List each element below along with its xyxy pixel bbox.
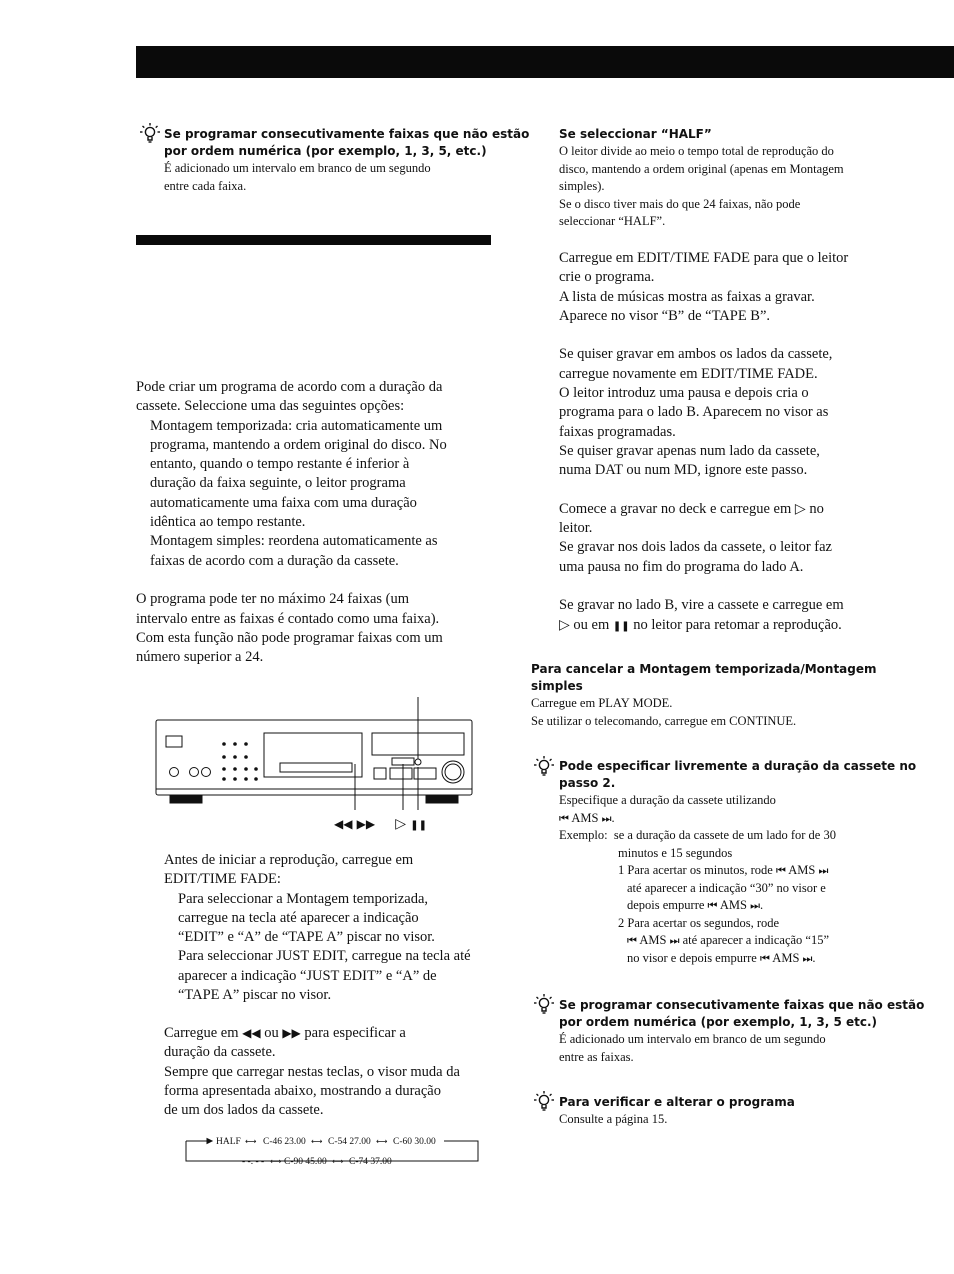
tip-tape-length [559,758,917,967]
half-line: Se o disco tiver mais do que 24 faixas, não pode [559,196,801,211]
cycle-item: C-60 30.00 [393,1137,436,1147]
example-label: Exemplo: [559,828,608,842]
step-line: A lista de músicas mostra as faixas a gravar. [559,288,815,305]
option-line: idêntica ao tempo restante. [150,514,306,531]
example-line: minutos e 15 segundos [618,845,733,860]
cycle-item: C-74 37.00 [349,1157,392,1167]
tip-title-line: Se programar consecutivamente faixas que não estão [164,127,530,141]
step-line: leitor. [559,520,593,537]
tip-body-line: É adicionado um intervalo em branco de um segundo [164,161,431,175]
svg-text:⟷: ⟷ [332,1157,344,1166]
step-line: Carregue em ◀◀ ou ▶▶ para especificar a [164,1025,406,1041]
prev-track-icon: ⏮ [627,934,637,947]
device-button-labels [334,816,427,832]
tip-lightbulb-icon [533,755,555,777]
option-line: duração da faixa seguinte, o leitor programa [150,475,406,492]
example-line: 1 Para acertar os minutos, rode ⏮ AMS ⏭ [618,863,829,877]
max-tracks-line: número superior a 24. [136,649,264,666]
half-line: seleccionar “HALF”. [559,214,666,228]
svg-text:⟷: ⟷ [311,1137,323,1146]
cancel-note [531,661,891,730]
pause-icon: ❚❚ [612,620,630,632]
step-line: Antes de iniciar a reprodução, carregue em [164,852,414,868]
next-track-icon: ⏭ [750,899,760,912]
half-note [559,126,899,231]
example-line: no visor e depois empurre ⏮ AMS ⏭. [627,950,816,965]
cancel-line: Carregue em PLAY MODE. [531,696,673,710]
step-line: Aparece no visor “B” de “TAPE B”. [559,307,771,324]
cycle-item: - -. - - [242,1157,265,1167]
half-title: Se seleccionar “HALF” [559,127,712,141]
step-line: de um dos lados da cassete. [164,1102,324,1119]
max-tracks-line: Com esta função não pode programar faixas com um [136,629,443,646]
tip-check-program [559,1094,899,1129]
tip-title-line: por ordem numérica (por exemplo, 1, 3, 5 etc.) [559,1015,877,1029]
intro-text [136,378,496,667]
tape-length-cycle-diagram [182,1133,482,1167]
half-line: simples). [559,179,605,193]
prev-track-icon: ⏮ [707,899,718,912]
prev-track-icon: ⏮ [759,951,770,965]
tip-title-line: por ordem numérica (por exemplo, 1, 3, 5, etc.) [164,144,487,158]
tip-body-line: É adicionado um intervalo em branco de um segundo [559,1032,826,1046]
step-line: numa DAT ou num MD, ignore este passo. [559,462,808,479]
example-line: até aparecer a indicação “30” no visor e [627,880,826,895]
step-sub-line: “TAPE A” piscar no visor. [178,987,332,1004]
step-line: faixas programadas. [559,423,676,440]
option-line: automaticamente uma faixa com uma duração [150,494,417,511]
example-line: Exemplo: se a duração da cassete de um lado for de 30 [559,828,836,842]
step-line: programa para o lado B. Aparecem no visor as [559,404,829,421]
next-track-icon: ⏭ [601,811,612,825]
tip-title-line: Se programar consecutivamente faixas que não estão [559,998,925,1012]
option-line: Montagem simples: reordena automaticamente as [150,533,438,550]
cycle-item: HALF [216,1137,241,1147]
tip-body-line: Consulte a página 15. [559,1112,668,1126]
step-line: EDIT/TIME FADE: [164,871,281,888]
intro-line: cassete. Seleccione uma das seguintes opções: [136,398,405,415]
step-1 [164,851,499,1005]
step-2 [164,1024,499,1120]
max-tracks-line: O programa pode ter no máximo 24 faixas (um [136,591,410,608]
cycle-item: C-90 45.00 [284,1157,327,1167]
example-line: 2 Para acertar os segundos, rode [618,915,780,930]
ff-icon: ▶▶ [282,1026,301,1040]
example-line: ⏮ AMS ⏭ até aparecer a indicação “15” [627,933,830,947]
step-line: ▷ ou em ❚❚ no leitor para retomar a reprodução. [559,616,842,633]
step-sub-line: Para seleccionar JUST EDIT, carregue na tecla até [178,948,471,965]
tip-lightbulb-icon [533,1090,555,1112]
option-line: entanto, quando o tempo restante é inferior à [150,456,410,473]
step-sub-line: aparecer a indicação “JUST EDIT” e “A” de [178,967,437,984]
step-line: crie o programa. [559,269,655,286]
cancel-line: Se utilizar o telecomando, carregue em CONTINUE. [531,713,797,728]
step-line: duração da cassete. [164,1044,276,1061]
svg-text:⟷: ⟷ [245,1137,257,1146]
tip-title-line: passo 2. [559,776,616,790]
play-label: ▷ [395,816,407,832]
tip-consecutive-tracks-2 [559,997,925,1066]
half-line: O leitor divide ao meio o tempo total de reprodução do [559,144,834,158]
option-line: programa, mantendo a ordem original do disco. No [150,436,447,453]
header-bar [136,46,954,78]
prev-track-icon: ⏮ [559,811,569,825]
cd-player-illustration [150,695,480,810]
tip-body-line: entre cada faixa. [164,178,247,193]
step-sub-line: “EDIT” e “A” de “TAPE A” piscar no visor. [178,929,435,946]
example-line: depois empurre ⏮ AMS ⏭. [627,898,764,912]
tip-title-line: Para verificar e alterar o programa [559,1095,795,1109]
step-line: O leitor introduz uma pausa e depois cria o [559,385,809,402]
next-track-icon: ⏭ [802,951,813,965]
intro-line: Pode criar um programa de acordo com a duração da [136,379,443,395]
step-line: Sempre que carregar nestas teclas, o visor muda da [164,1063,460,1080]
rew-ff-label: ◀◀ ▶▶ [334,817,376,831]
step-line: Carregue em EDIT/TIME FADE para que o leitor [559,250,849,266]
tip-lightbulb-icon [533,993,555,1015]
step-sub-line: carregue na tecla até aparecer a indicação [178,909,419,926]
svg-text:⟷: ⟷ [376,1137,388,1146]
option-line: faixas de acordo com a duração da cassete. [150,552,399,569]
next-track-icon: ⏭ [669,934,680,947]
tip-body-line: entre as faixas. [559,1049,634,1064]
play-icon: ▷ [794,500,806,517]
cancel-title: simples [531,679,583,693]
step-line: Comece a gravar no deck e carregue em ▷ no [559,500,824,517]
pause-label: ❚❚ [410,820,428,831]
step-line: carregue novamente em EDIT/TIME FADE. [559,365,818,382]
option-line: Montagem temporizada: cria automaticamente um [150,417,443,434]
tip-title-line: Pode especificar livremente a duração da cassete no [559,759,917,773]
rew-icon: ◀◀ [242,1026,261,1040]
step-line: Se gravar nos dois lados da cassete, o leitor faz [559,539,832,556]
half-line: disco, mantendo a ordem original (apenas em Montagem [559,161,844,176]
section-heading-bar [136,235,491,245]
tip-body-line: Especifique a duração da cassete utilizando [559,793,776,807]
step-line: forma apresentada abaixo, mostrando a duração [164,1082,441,1099]
step-line: Se quiser gravar apenas num lado da cassete, [559,442,820,459]
tip-body-line: ⏮ AMS ⏭. [559,810,615,825]
svg-text:⟷: ⟷ [270,1157,282,1166]
play-icon: ▷ [559,616,570,633]
step-sub-line: Para seleccionar a Montagem temporizada, [178,890,429,907]
tip-consecutive-tracks [164,126,530,195]
next-track-icon: ⏭ [818,864,829,877]
cycle-item: C-54 27.00 [328,1137,371,1147]
tip-lightbulb-icon [139,122,161,144]
cancel-title: Para cancelar a Montagem temporizada/Montagem [531,662,877,676]
step-line: uma pausa no fim do programa do lado A. [559,558,804,575]
cycle-item: C-46 23.00 [263,1137,306,1147]
prev-track-icon: ⏮ [775,864,786,877]
steps-3-5 [559,249,899,636]
step-line: Se quiser gravar em ambos os lados da cassete, [559,346,833,363]
step-line: Se gravar no lado B, vire a cassete e carregue em [559,597,844,614]
max-tracks-line: intervalo entre as faixas é contado como uma faixa). [136,610,440,627]
